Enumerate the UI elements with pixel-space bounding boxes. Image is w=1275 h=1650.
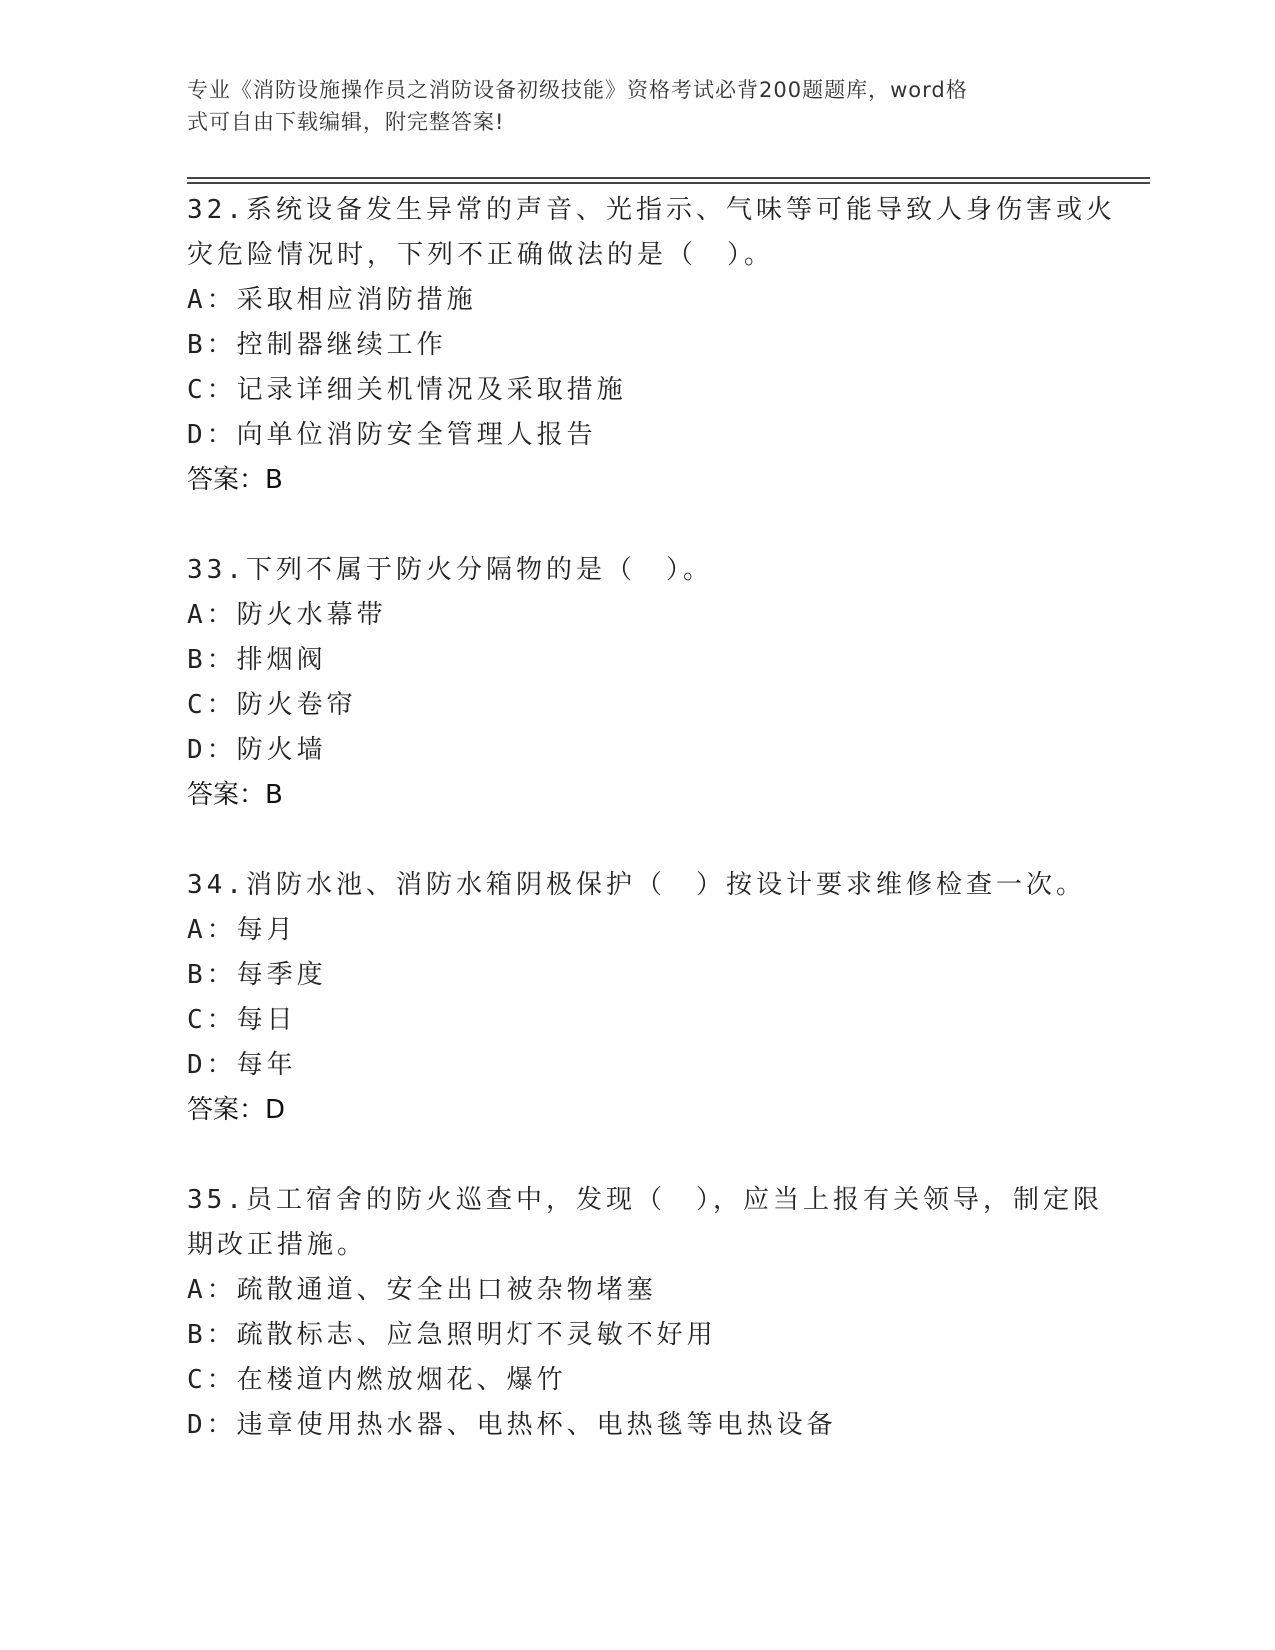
option-a: A：每月 <box>187 915 297 945</box>
document-header <box>187 74 1067 138</box>
option-c: C：在楼道内燃放烟花、爆竹 <box>187 1365 567 1395</box>
question-stem-continued: 期改正措施。 <box>187 1230 368 1260</box>
header-divider-bottom <box>187 182 1150 184</box>
question-stem: 32.系统设备发生异常的声音、光指示、气味等可能导致人身伤害或火 <box>187 195 1116 225</box>
question-34 <box>187 863 1087 1133</box>
option-c: C：防火卷帘 <box>187 690 357 720</box>
option-b: B：控制器继续工作 <box>187 330 447 360</box>
option-a: A：疏散通道、安全出口被杂物堵塞 <box>187 1275 657 1305</box>
question-stem: 35.员工宿舍的防火巡查中，发现（ ），应当上报有关领导，制定限 <box>187 1185 1103 1215</box>
option-d: D：每年 <box>187 1050 297 1080</box>
answer-label: 答案：B <box>187 465 283 495</box>
question-stem-continued: 灾危险情况时，下列不正确做法的是（ ）。 <box>187 240 775 270</box>
option-b: B：排烟阀 <box>187 645 327 675</box>
option-d: D：向单位消防安全管理人报告 <box>187 420 597 450</box>
option-a: A：防火水幕带 <box>187 600 387 630</box>
answer-label: 答案：B <box>187 780 283 810</box>
option-a: A：采取相应消防措施 <box>187 285 477 315</box>
question-stem: 33.下列不属于防火分隔物的是（ ）。 <box>187 555 713 585</box>
question-32 <box>187 188 1116 503</box>
option-c: C：记录详细关机情况及采取措施 <box>187 375 627 405</box>
question-stem: 34.消防水池、消防水箱阴极保护（ ）按设计要求维修检查一次。 <box>187 870 1086 900</box>
question-33 <box>187 548 1087 818</box>
question-35 <box>187 1178 1103 1448</box>
option-c: C：每日 <box>187 1005 297 1035</box>
option-d: D：防火墙 <box>187 735 327 765</box>
option-d: D：违章使用热水器、电热杯、电热毯等电热设备 <box>187 1410 837 1440</box>
option-b: B：每季度 <box>187 960 327 990</box>
answer-label: 答案：D <box>187 1095 286 1125</box>
header-divider-top <box>187 177 1150 179</box>
option-b: B：疏散标志、应急照明灯不灵敏不好用 <box>187 1320 717 1350</box>
header-line-2: 式可自由下载编辑，附完整答案! <box>187 110 505 134</box>
header-line-1: 专业《消防设施操作员之消防设备初级技能》资格考试必背200题题库，word格 <box>187 78 968 102</box>
